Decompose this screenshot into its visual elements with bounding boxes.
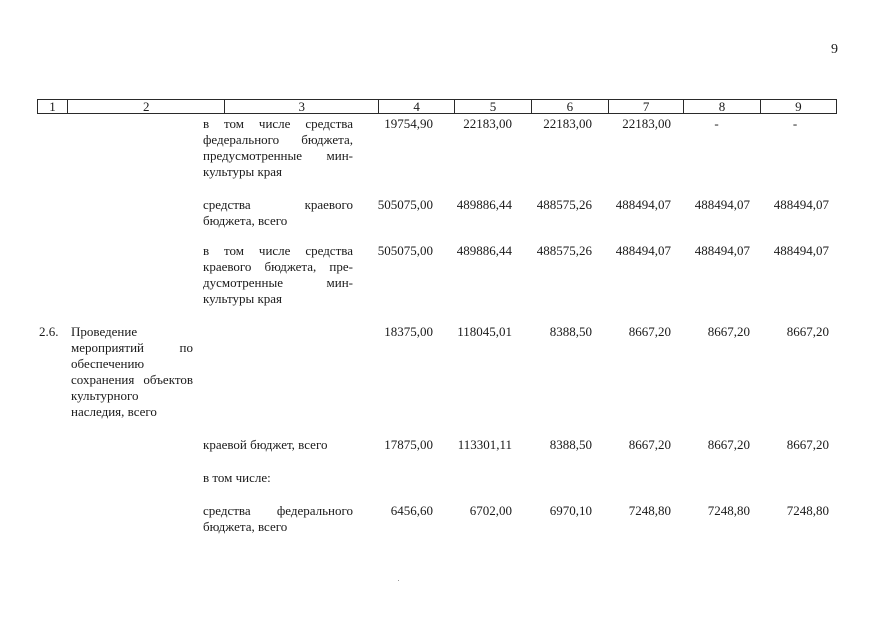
value-col-4: 6456,60 [390, 503, 433, 518]
header-col-7: 7 [609, 100, 684, 113]
value-col-7: 7248,80 [628, 503, 671, 518]
value-col-6: 488575,26 [536, 197, 592, 212]
value-col-8: 488494,07 [694, 243, 750, 258]
header-col-3: 3 [225, 100, 379, 113]
value-col-9: 7248,80 [786, 503, 829, 518]
value-col-7: 8667,20 [628, 324, 671, 339]
value-col-6: 22183,00 [543, 116, 592, 131]
header-col-6: 6 [532, 100, 609, 113]
value-col-5: 489886,44 [456, 243, 512, 258]
row-source: краевой бюджет, всего [203, 437, 328, 452]
value-col-5: 489886,44 [456, 197, 512, 212]
value-col-5: 6702,00 [469, 503, 512, 518]
value-col-5: 22183,00 [463, 116, 512, 131]
row-source: в том числе: [203, 470, 271, 485]
value-col-4: 505075,00 [377, 197, 433, 212]
budget-table [37, 99, 837, 534]
row-source: в том числе средства краевого бюджета, пре-дусмотренные мин-культуры края [203, 243, 353, 306]
value-col-4: 19754,90 [384, 116, 433, 131]
row-number: 2.6. [39, 324, 59, 339]
value-col-6: 6970,10 [549, 503, 592, 518]
row-name: Проведение мероприятий по обеспечению сохранения объектов культурного наследия, всего [71, 324, 193, 419]
header-col-4: 4 [379, 100, 455, 113]
header-col-9: 9 [795, 99, 802, 114]
value-col-4: 17875,00 [384, 437, 433, 452]
scan-speck [398, 580, 399, 581]
value-col-9: 488494,07 [773, 243, 829, 258]
value-col-9: 8667,20 [786, 437, 829, 452]
value-col-4: 505075,00 [377, 243, 433, 258]
value-col-6: 8388,50 [549, 437, 592, 452]
header-col-2: 2 [68, 100, 225, 113]
value-col-4: 18375,00 [384, 324, 433, 339]
value-col-7: 488494,07 [615, 197, 671, 212]
row-source: средства федерального бюджета, всего [203, 503, 353, 534]
header-col-1: 1 [38, 100, 68, 113]
row-source: в том числе средства федерального бюджета, предусмотренные мин-культуры края [203, 116, 353, 179]
value-col-9: 8667,20 [786, 324, 829, 339]
column-number-header [37, 99, 837, 114]
value-col-9: 488494,07 [773, 197, 829, 212]
value-col-8: 8667,20 [707, 437, 750, 452]
value-col-8: 7248,80 [707, 503, 750, 518]
header-col-5: 5 [455, 100, 531, 113]
row-source: средства краевого бюджета, всего [203, 197, 353, 228]
page-number: 9 [831, 42, 838, 57]
value-col-8: - [714, 116, 719, 131]
value-col-6: 488575,26 [536, 243, 592, 258]
value-col-7: 22183,00 [622, 116, 671, 131]
value-col-5: 113301,11 [457, 437, 512, 452]
value-col-7: 488494,07 [615, 243, 671, 258]
value-col-8: 488494,07 [694, 197, 750, 212]
value-col-9: - [792, 116, 798, 131]
header-col-8: 8 [684, 100, 760, 113]
value-col-8: 8667,20 [707, 324, 750, 339]
value-col-5: 118045,01 [457, 324, 512, 339]
value-col-6: 8388,50 [549, 324, 592, 339]
value-col-7: 8667,20 [628, 437, 671, 452]
